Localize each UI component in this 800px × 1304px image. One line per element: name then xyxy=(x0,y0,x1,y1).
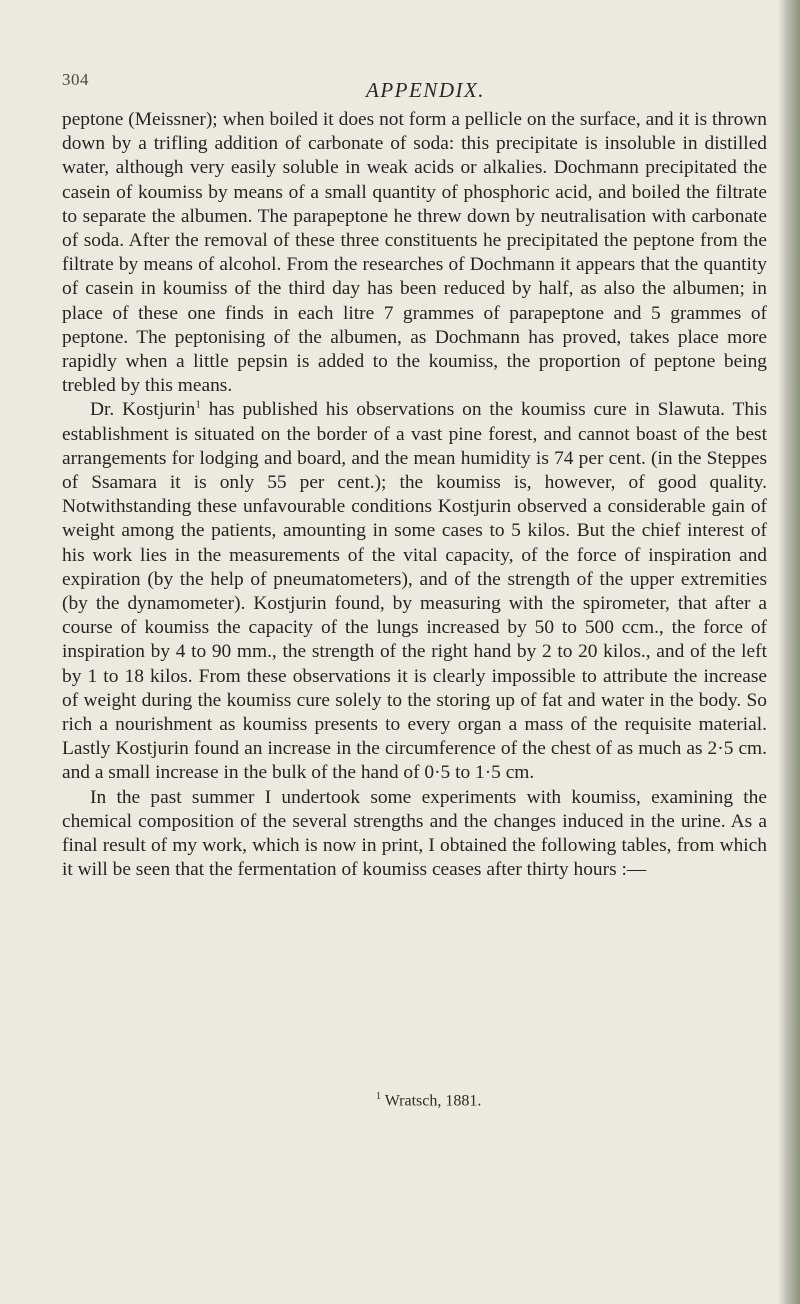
footnote xyxy=(376,1091,481,1110)
paragraph-2-rest: has published his observations on the koumiss cure in Slawuta. This establishment is situated on the border of a vast pine forest, and cannot boast of the best arrangements for lodging and board, and the mean humidity is 74 per cent. (in the Steppes of Ssamara it is only 55 per cent.); the koumiss is, however, of good quality. Notwithstanding these unfavourable conditions Kostjurin observed a considerable gain of weight among the patients, amounting in some cases to 5 kilos. But the chief interest of his work lies in the measurements of the vital capacity, of the force of inspiration and expiration (by the help of pneumatometers), and of the strength of the upper extremities (by the dynamometer). Kostjurin found, by measuring with the spirometer, that after a course of koumiss the capacity of the lungs increased by 50 to 500 ccm., the force of inspiration by 4 to 90 mm., the strength of the right hand by 2 to 20 kilos., and of the left by 1 to 18 kilos. From these observations it is clearly impossible to attribute the increase of weight during the koumiss cure solely to the storing up of fat and water in the body. So rich a nourishment as koumiss presents to every organ a mass of the requisite material. Lastly Kostjurin found an increase in the circumference of the chest of as much as 2·5 cm. and a small increase in the bulk of the hand of 0·5 to 1·5 cm. xyxy=(62,399,767,784)
paragraph-2 xyxy=(62,398,767,785)
paragraph-1: peptone (Meissner); when boiled it does not form a pellicle on the surface, and it is thrown down by a trifling addition of carbonate of soda: this precipitate is insoluble in distilled water, although very easily soluble in weak acids or alkalies. Dochmann precipitated the casein of koumiss by means of a small quantity of phosphoric acid, and boiled the filtrate to separate the albumen. The parapeptone he threw down by neutralisation with carbonate of soda. After the removal of these three constituents he precipitated the peptone from the filtrate by means of alcohol. From the researches of Dochmann it appears that the quantity of casein in koumiss of the third day has been reduced by half, as also the albumen; in place of these one finds in each litre 7 grammes of parapeptone and 5 grammes of peptone. The peptonising of the albumen, as Dochmann has proved, takes place more rapidly when a little pepsin is added to the koumiss, the proportion of peptone being trebled by this means. xyxy=(62,109,767,397)
page-number: 304 xyxy=(62,70,89,89)
paragraph-2-start: Dr. Kostjurin xyxy=(90,399,196,421)
footnote-mark: 1 xyxy=(376,1091,381,1102)
footnote-reference: 1 xyxy=(195,398,201,411)
binding-shadow xyxy=(778,0,800,1304)
footnote-text: Wratsch, 1881. xyxy=(381,1092,482,1110)
paragraph-3: In the past summer I undertook some experiments with koumiss, examining the chemical composition of the several strengths and the changes induced in the urine. As a final result of my work, which is now in print, I obtained the following tables, from which it will be seen that the fermentation of koumiss ceases after thirty hours :— xyxy=(62,786,767,881)
body-text xyxy=(62,108,767,883)
running-head: APPENDIX. xyxy=(366,78,486,102)
